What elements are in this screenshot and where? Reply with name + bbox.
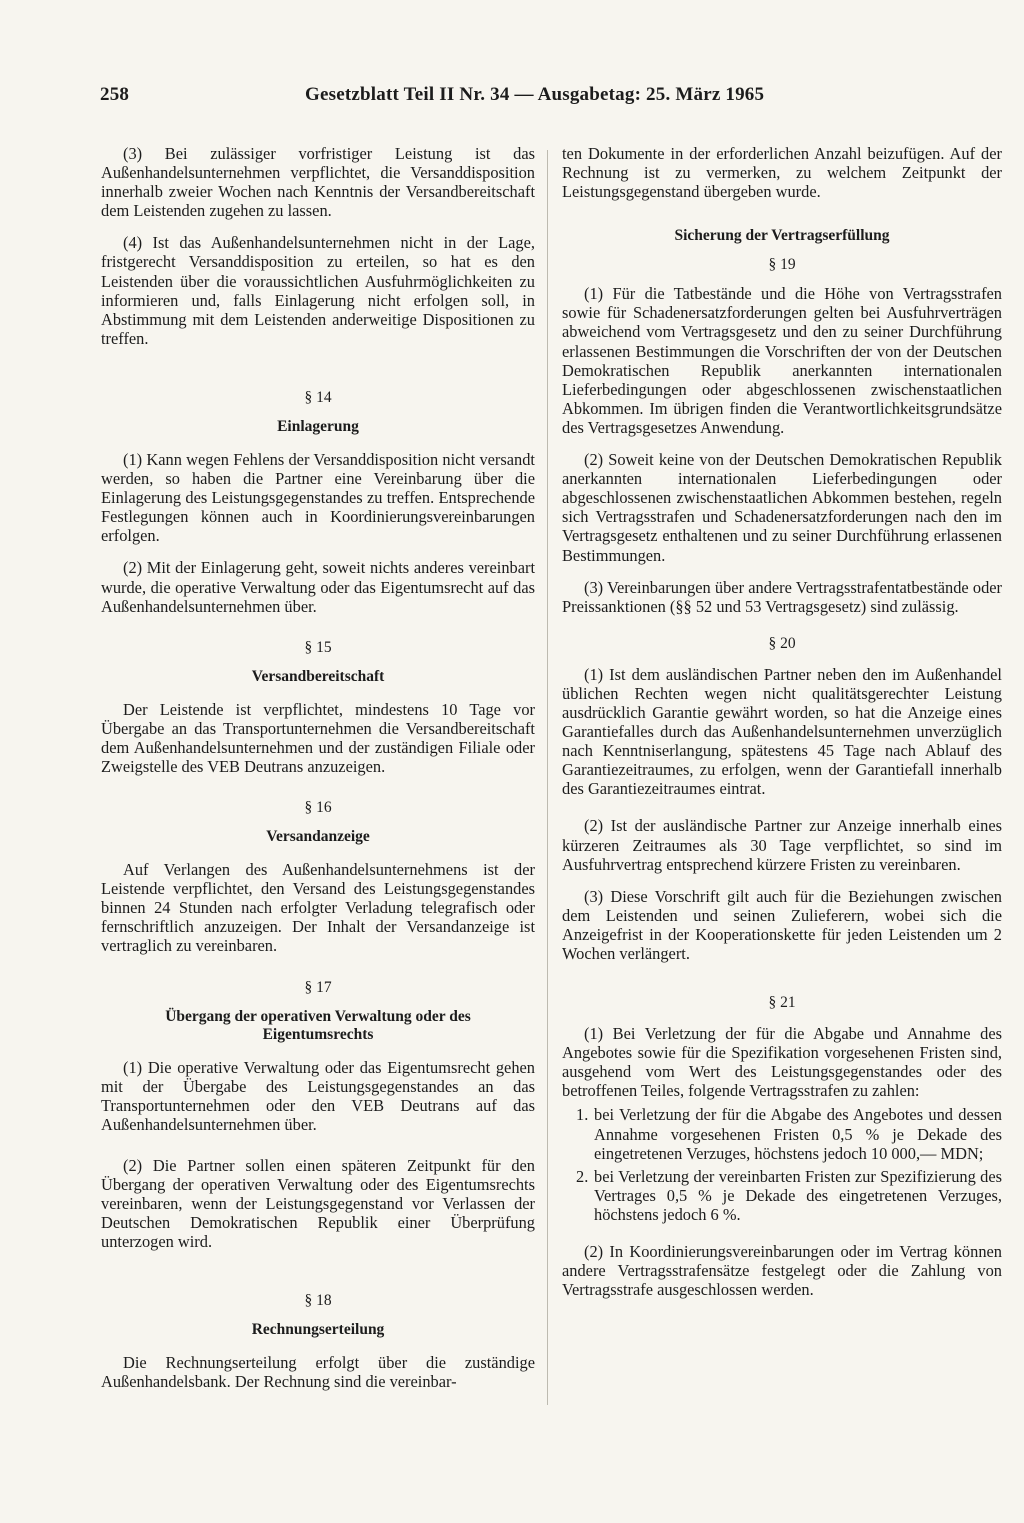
- paragraph: (2) Soweit keine von der Deutschen Demokratischen Republik anerkannten internationalen Lieferbedingungen oder abgeschlossenen zwischenstaatlichen Abkommen bestehen, regeln sich Vertragsstrafen und Schadenersatzforderungen nach den im Vertragsgesetz enthaltenen und zu seiner Durchführung erlassenen Bestimmungen.: [562, 450, 1002, 565]
- paragraph: (1) Kann wegen Fehlens der Versanddisposition nicht versandt werden, so haben die Partner eine Vereinbarung über die Einlagerung des Leistungsgegenstandes zu treffen. Entsprechende Festlegungen können auch in Koordinierungsvereinbarungen erfolgen.: [101, 449, 535, 546]
- section-number: § 18: [304, 1292, 332, 1310]
- page-number: 258: [100, 84, 130, 105]
- section-number: § 17: [304, 978, 332, 996]
- column-divider: [547, 150, 548, 1405]
- section-number: § 14: [304, 388, 332, 406]
- paragraph: Der Leistende ist verpflichtet, mindestens 10 Tage vor Übergabe an das Transportunternehmen die Versandbereitschaft dem Außenhandelsunternehmen und der zuständigen Filiale oder Zweigstelle des VEB Deutrans anzuzeigen.: [101, 699, 535, 776]
- section-heading: Versandbereitschaft: [251, 667, 385, 685]
- paragraph: (2) In Koordinierungsvereinbarungen oder im Vertrag können andere Vertragsstrafensätze festgelegt oder die Zahlung von Vertragsstrafe ausgeschlossen werden.: [562, 1242, 1002, 1300]
- paragraph: (1) Bei Verletzung der für die Abgabe und Annahme des Angebotes sowie für die Spezifikation vorgesehenen Fristen sind, ausgehend vom Wert des Leistungsgegenstandes oder des betroffenen Teiles, folgende Vertragsstrafen zu zahlen:: [562, 1024, 1002, 1101]
- list-item-text: bei Verletzung der für die Abgabe des Angebotes und dessen Annahme vorgesehenen Fristen 0,5 % je Dekade des eingetretenen Verzuges, höchstens jedoch 10 000,— MDN;: [594, 1105, 1002, 1163]
- paragraph: (1) Für die Tatbestände und die Höhe von Vertragsstrafen sowie für Schadenersatzforderungen gelten bei Ausfuhrverträgen abweichend vom Vertragsgesetz und den zu seiner Durchführung erlassenen Bestimmungen die Vorschriften der von der Deutschen Demokratischen Republik anerkannten internationalen Lieferbedingungen oder abgeschlossenen zwischenstaatlichen Abkommen. Im übrigen finden die Verantwortlichkeitsgrundsätze des Vertragsgesetzes Anwendung.: [562, 284, 1002, 437]
- paragraph: (1) Ist dem ausländischen Partner neben den im Außenhandel üblichen Rechten wegen nicht qualitätsgerechter Leistung ausdrücklich Garantie gewährt worden, so hat die Anzeige eines Garantiefalles durch das Außenhandelsunternehmen unverzüglich nach Kenntniserlangung, spätestens 45 Tage nach Ablauf des Garantiezeitraumes, zu erfolgen, wenn der Garantiefall innerhalb des Garantiezeitraumes eintrat.: [562, 664, 1002, 799]
- paragraph: (3) Vereinbarungen über andere Vertragsstrafentatbestände oder Preissanktionen (§§ 52 und 53 Vertragsgesetz) sind zulässig.: [562, 577, 1002, 616]
- paragraph: (2) Die Partner sollen einen späteren Zeitpunkt für den Übergang der operativen Verwaltung oder des Eigentumsrechts vereinbaren, wenn der Leistungsgegenstand vor Verlassen der Deutschen Demokratischen Republik einer Überprüfung unterzogen wird.: [101, 1155, 535, 1252]
- list-item-number: 1.: [576, 1105, 589, 1125]
- left-column: [101, 144, 535, 1392]
- section-heading: Einlagerung: [277, 417, 359, 435]
- list-item: [562, 1167, 1002, 1224]
- paragraph: (2) Ist der ausländische Partner zur Anzeige innerhalb eines kürzeren Zeitraumes als 30 Tage verpflichtet, so sind im Ausfuhrvertrag entsprechend kürzere Fristen zu vereinbaren.: [562, 816, 1002, 874]
- list-item-number: 2.: [576, 1166, 589, 1186]
- section-number: § 20: [768, 634, 796, 652]
- paragraph: Die Rechnungserteilung erfolgt über die zuständige Außenhandelsbank. Der Rechnung sind die vereinbar-: [101, 1353, 535, 1392]
- right-column: [562, 144, 1002, 1299]
- penalty-list: [562, 1105, 1002, 1224]
- paragraph: (1) Die operative Verwaltung oder das Eigentumsrecht gehen mit der Übergabe des Leistungsgegenstandes an das Transportunternehmen oder den VEB Deutrans auf das Außenhandelsunternehmen über.: [101, 1057, 535, 1134]
- list-item: [562, 1105, 1002, 1162]
- paragraph: ten Dokumente in der erforderlichen Anzahl beizufügen. Auf der Rechnung ist zu vermerken, zu welchem Zeitpunkt der Leistungsgegenstand übergeben wurde.: [562, 144, 1002, 202]
- gazette-title: Gesetzblatt Teil II Nr. 34 — Ausgabetag: 25. März 1965: [305, 84, 765, 105]
- paragraph: (4) Ist das Außenhandelsunternehmen nicht in der Lage, fristgerecht Versanddisposition zu erteilen, so hat es den Leistenden über die voraussichtlichen Ausfuhrmöglichkeiten zu informieren und, falls Einlagerung nicht erfolgen soll, in Abstimmung mit dem Leistenden anderweitige Dispositionen zu treffen.: [101, 233, 535, 348]
- section-heading: Übergang der operativen Verwaltung oder des Eigentumsrechts: [165, 1007, 471, 1043]
- section-number: § 15: [304, 638, 332, 656]
- section-heading: Sicherung der Vertragserfüllung: [674, 227, 890, 245]
- paragraph: (3) Bei zulässiger vorfristiger Leistung ist das Außenhandelsunternehmen verpflichtet, die Versanddisposition innerhalb zweier Wochen nach Kenntnis der Versandbereitschaft dem Leistenden zugehen zu lassen.: [101, 144, 535, 221]
- list-item-text: bei Verletzung der vereinbarten Fristen zur Spezifizierung des Vertrages 0,5 % je Dekade des eingetretenen Verzuges, höchstens jedoch 6 %.: [594, 1166, 1002, 1224]
- paragraph: Auf Verlangen des Außenhandelsunternehmens ist der Leistende verpflichtet, den Versand des Leistungsgegenstandes binnen 24 Stunden nach erfolgter Verladung telegrafisch oder fernschriftlich anzuzeigen. Der Inhalt der Versandanzeige ist vertraglich zu vereinbaren.: [101, 860, 535, 956]
- section-number: § 21: [768, 994, 796, 1012]
- paragraph: (2) Mit der Einlagerung geht, soweit nichts anderes vereinbart wurde, die operative Verwaltung oder das Eigentumsrecht auf das Außenhandelsunternehmen über.: [101, 558, 535, 616]
- paragraph: (3) Diese Vorschrift gilt auch für die Beziehungen zwischen dem Leistenden und seinen Zulieferern, wobei sich die Anzeigefrist in der Kooperationskette für jeden Leistenden um 2 Wochen verlängert.: [562, 886, 1002, 963]
- section-heading: Rechnungserteilung: [251, 1321, 385, 1339]
- section-heading: Versandanzeige: [266, 828, 370, 846]
- section-number: § 19: [768, 256, 796, 274]
- section-number: § 16: [304, 799, 332, 817]
